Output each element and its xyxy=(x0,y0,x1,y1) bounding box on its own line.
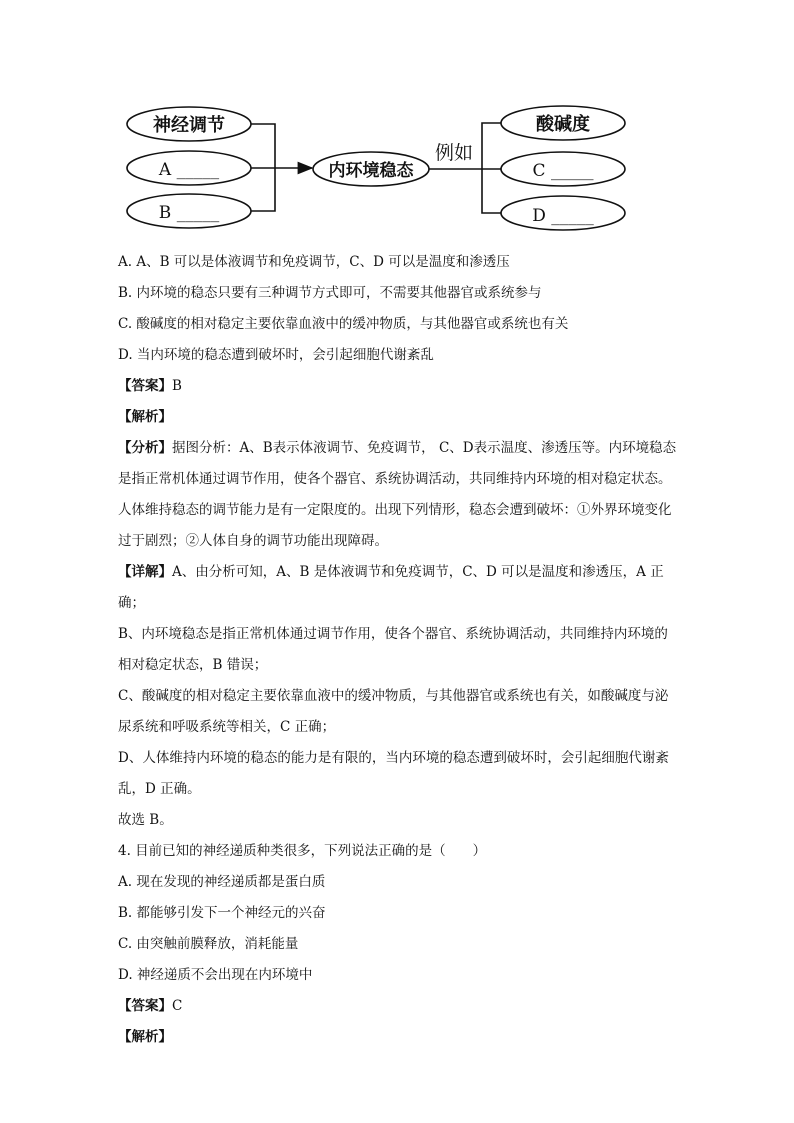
node-center-label: 内环境稳态 xyxy=(328,161,414,181)
right-bracket xyxy=(482,123,501,213)
node-ph-label: 酸碱度 xyxy=(536,114,590,135)
q4-answer-value: C xyxy=(172,998,183,1014)
xiangjie-label: 【详解】 xyxy=(118,564,172,580)
example-label: 例如 xyxy=(434,142,474,164)
node-neural-label: 神经调节 xyxy=(153,115,225,136)
q3-option-b: B. 内环境的稳态只要有三种调节方式即可，不需要其他器官或系统参与 xyxy=(118,285,542,301)
document-body xyxy=(118,247,678,1053)
q3-option-d: D. 当内环境的稳态遭到破坏时，会引起细胞代谢紊乱 xyxy=(118,347,434,363)
q4-option-c: C. 由突触前膜释放，消耗能量 xyxy=(118,936,299,952)
fenxi-label: 【分析】 xyxy=(118,440,172,456)
answer-value: B xyxy=(172,378,182,394)
detail-a-text: A、由分析可知，A、B 是体液调节和免疫调节，C、D 可以是温度和渗透压，A 正确； xyxy=(118,564,664,611)
q4-option-d: D. 神经递质不会出现在内环境中 xyxy=(118,967,313,983)
node-c-label: C _____ xyxy=(532,161,594,181)
q3-option-a: A. A、B 可以是体液调节和免疫调节，C、D 可以是温度和渗透压 xyxy=(118,254,510,270)
node-d-label: D _____ xyxy=(532,206,594,226)
q4-stem: 4. 目前已知的神经递质种类很多，下列说法正确的是（ ） xyxy=(118,843,487,859)
homeostasis-diagram xyxy=(120,100,632,232)
q4-analysis-label: 【解析】 xyxy=(118,1029,172,1045)
q4-answer xyxy=(118,991,678,1022)
q4-option-b: B. 都能够引发下一个神经元的兴奋 xyxy=(118,905,326,921)
node-b-label: B _____ xyxy=(158,203,220,223)
answer-label: 【答案】 xyxy=(118,378,172,394)
q3-detail-d: D、人体维持内环境的稳态的能力是有限的，当内环境的稳态遭到破坏时，会引起细胞代谢紊乱，D 正确。 xyxy=(118,750,669,797)
q3-analysis-label: 【解析】 xyxy=(118,409,172,425)
q3-answer xyxy=(118,371,678,402)
q3-detail-b: B、内环境稳态是指正常机体通过调节作用，使各个器官、系统协调活动，共同维持内环境的相对稳定状态，B 错误； xyxy=(118,626,668,673)
left-bracket xyxy=(251,124,275,211)
q4-answer-label: 【答案】 xyxy=(118,998,172,1014)
fenxi-text: 据图分析：A、B表示体液调节、免疫调节， C、D表示温度、渗透压等。内环境稳态是指正常机体通过调节作用，使各个器官、系统协调活动，共同维持内环境的相对稳定状态。人体维持稳态的调节能力是有一定限度的。出现下列情形，稳态会遭到破坏：①外界环境变化过于剧烈；②人体自身的调节功能出现障碍。 xyxy=(118,440,677,549)
q4-option-a: A. 现在发现的神经递质都是蛋白质 xyxy=(118,874,326,890)
q3-conclusion: 故选 B。 xyxy=(118,812,173,828)
node-a-label: A _____ xyxy=(158,160,220,180)
q3-detail-c: C、酸碱度的相对稳定主要依靠血液中的缓冲物质，与其他器官或系统也有关，如酸碱度与泌尿系统和呼吸系统等相关，C 正确； xyxy=(118,688,669,735)
q3-option-c: C. 酸碱度的相对稳定主要依靠血液中的缓冲物质，与其他器官或系统也有关 xyxy=(118,316,569,332)
q3-fenxi xyxy=(118,433,678,557)
q3-detail-a xyxy=(118,557,678,619)
